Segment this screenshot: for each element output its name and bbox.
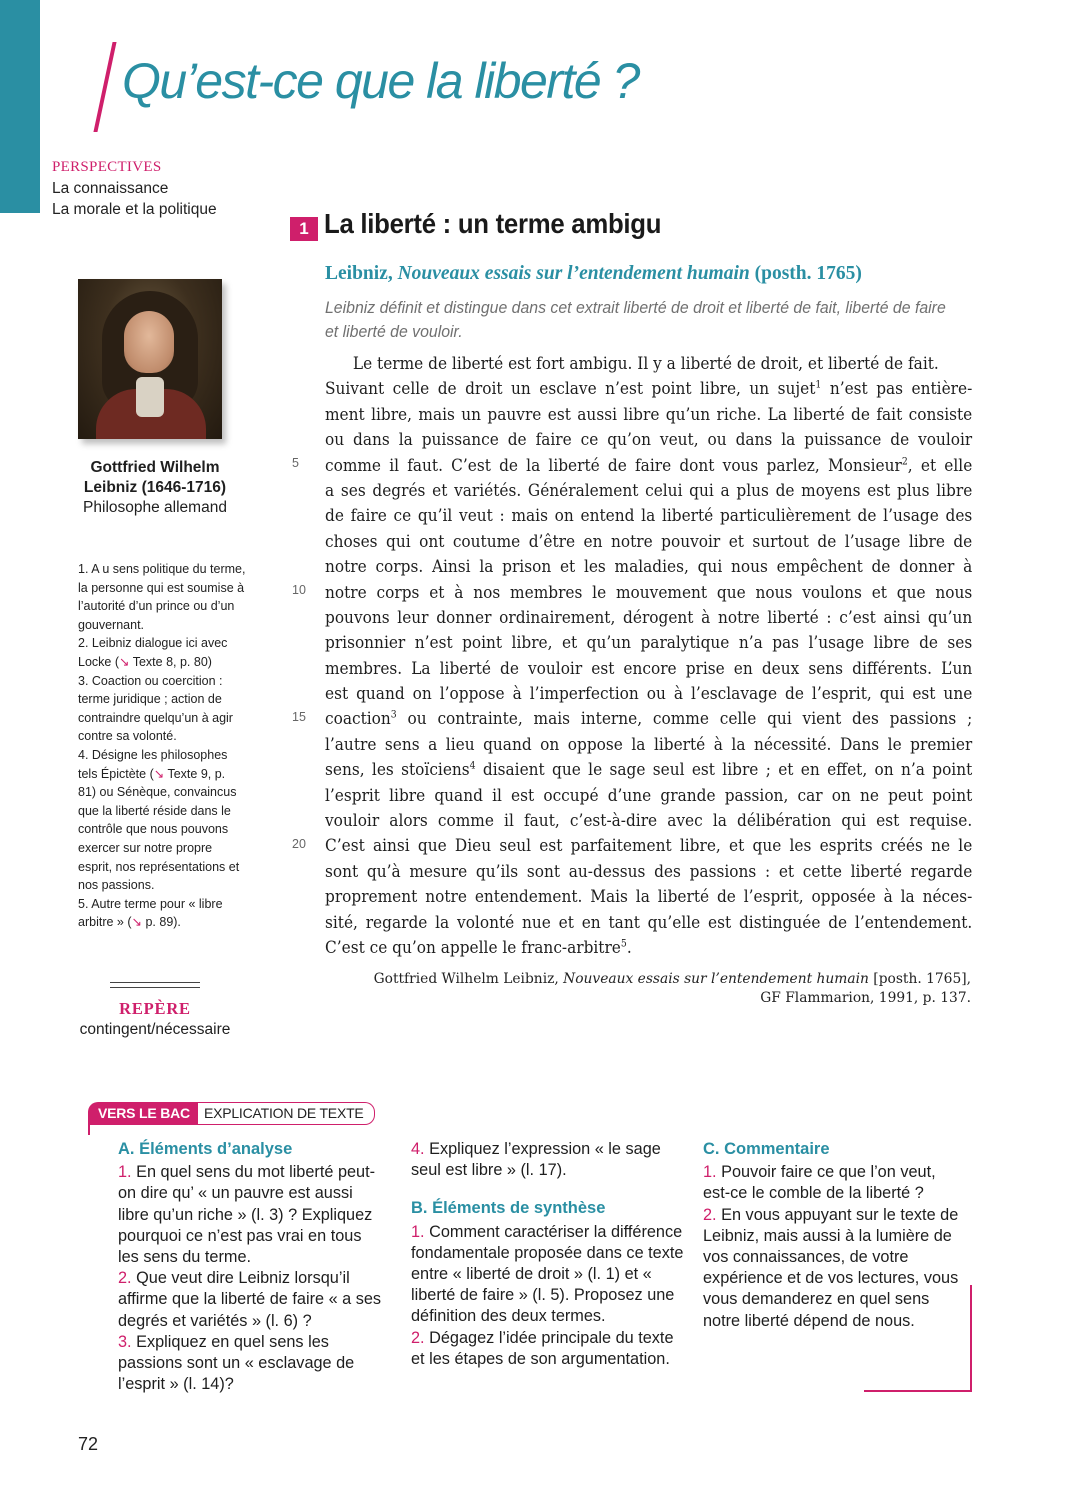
perspectives-block [52,157,217,220]
portrait-role: Philosophe allemand [83,499,227,516]
text-line: pouvons leur donner ordinairement, dérogent à notre liberté : c’est ainsi qu’un [325,607,973,627]
text-line: notre corps et à nos membres le mouvement que nous voulons et que nous [325,582,973,602]
text-line: C’est ce qu’on appelle le franc-arbitre$^5$. [325,937,632,957]
column-analysis [118,1139,383,1395]
text-line: membres. La liberté de vouloir est encore prise en deux sens différents. L’un [325,658,973,678]
line-number: 20 [292,837,306,851]
frame-line [970,1285,972,1391]
footnote-1: 1. A u sens politique du terme, la personne qui est soumise à l’autorité d’un prince ou d’un gouvernant. [78,562,246,632]
footnote-3: 3. Coaction ou coercition : terme juridique ; action de contraindre quelqu’un à agir contre sa volonté. [78,673,233,744]
source-date: (posth. 1765) [749,263,862,284]
text-line: ou dans la puissance de faire ce qu’on veut, ou dans la puissance de vouloir [325,430,973,450]
source-author: Leibniz, [325,263,398,284]
question: 4. Expliquez l’expression « le sage seul est libre » (l. 17). [411,1140,661,1180]
text-line: Le terme de liberté est fort ambigu. Il y a liberté de droit, et liberté de fait. [352,354,939,373]
section-title: La liberté : un terme ambigu [324,208,662,239]
text-line: a ses degrés et variétés. Généralement celui qui a plus de moyens est plus libre [325,480,973,500]
perspective-item: La morale et la politique [52,201,217,218]
line-number: 5 [292,456,299,470]
arrow-icon: ↘ [131,915,142,930]
text-line: sens, les stoïciens$^4$ disaient que le sage seul est libre ; et en effet, on n’a point [325,760,973,780]
question: 3. Expliquez en quel sens les passions sont un « esclavage de l’esprit » (l. 14)? [118,1332,355,1394]
frame-line [88,1125,90,1135]
bac-exercise-type: EXPLICATION DE TEXTE [198,1102,375,1125]
question: 1. En quel sens du mot liberté peut-on dire qu’ « un pauvre est aussi libre qu’un riche » (l. 3) ? Expliquez pourquoi ce n’est pas vrai en tous les sens du terme. [118,1163,376,1267]
frame-line [864,1390,972,1392]
chapter-title: Qu’est-ce que la liberté ? [122,53,639,109]
text-line: sité, regarde la volonté nue et en tant qu’elle est distinguée de l’entendement. [325,912,973,932]
perspective-item: La connaissance [52,180,169,197]
text-line: choses qui ont coutume d’être en notre pouvoir et surtout de l’usage libre de [325,531,973,551]
footnote-2: 2. Leibniz dialogue ici avec Locke (↘ Texte 8, p. 80) [78,636,228,669]
page-number: 72 [78,1434,99,1454]
text-line: comme il faut. C’est de la liberté de faire dont vous parlez, Monsieur$^2$, et elle [325,455,973,475]
title-accent-bar [96,42,114,132]
section-number-badge: 1 [290,217,318,241]
source-reference [325,263,862,285]
question: 2. Dégagez l’idée principale du texte et les étapes de son argumentation. [411,1328,674,1368]
text-line: de faire ce qu’il veut : mais on entend la liberté particulièrement de l’usage des [325,506,973,526]
text-line: vouloir alors comme il faut, c’est-à-dire avec la délibération qui est requise. [325,811,973,831]
vers-le-bac-tag [88,1102,375,1125]
question: 2. En vous appuyant sur le texte de Leibniz, mais aussi à la lumière de vos connaissances, de votre expérience et de vos lectures, vous vous demanderez en quel sens notre liberté dépend de nous. [703,1205,959,1330]
line-number: 15 [292,710,306,724]
leibniz-portrait-image [78,279,222,439]
text-line: C’est ainsi que Dieu seul est parfaitement libre, et que les esprits créés ne le [325,836,973,856]
text-line: l’autre sens a lieu quand on oppose la liberté à la nécessité. Dans le premier [325,734,973,754]
source-work: Nouveaux essais sur l’entendement humain [397,263,750,284]
question: 1. Pouvoir faire ce que l’on veut, est-ce le comble de la liberté ? [703,1163,936,1203]
footnotes [78,560,246,932]
arrow-icon: ↘ [119,654,130,669]
repere-text: contingent/nécessaire [79,1021,231,1038]
text-line: proprement notre entendement. Mais la liberté de l’esprit, opposée à la néces- [325,887,973,907]
repere-rule-top-2 [110,987,200,988]
repere-label: REPÈRE [119,999,191,1018]
text-line: notre corps. Ainsi la prison et les maladies, qui nous empêchent de donner à [325,557,973,577]
column-synthesis [411,1139,686,1370]
text-line: ment libre, mais un pauvre est aussi libre qu’un riche. La liberté de fait consiste [325,404,973,424]
bac-label: VERS LE BAC [88,1102,198,1125]
text-line: est quand on l’oppose à l’imperfection ou à l’esclavage de l’esprit, qui est une [325,684,973,704]
column-heading: C. Commentaire [703,1140,830,1158]
side-color-band [0,0,40,213]
footnote-4: 4. Désigne les philosophes tels Épictète (↘ Texte 9, p. 81) ou Sénèque, convaincus que la liberté réside dans le contrôle que nous pouvons exercer sur notre propre esprit, nos représentations et nos passions. [78,747,240,893]
text-line: sont qu’à mesure qu’ils sont au-dessus des passions : et cette liberté regarde [325,861,973,881]
repere-box [60,999,250,1039]
portrait-caption [60,458,250,518]
footnote-5: 5. Autre terme pour « libre arbitre » (↘ p. 89). [78,896,223,930]
text-line: Suivant celle de droit un esclave n’est point libre, un sujet$^1$ n’est pas entière- [325,379,973,399]
main-text [325,351,973,960]
column-commentary [703,1139,965,1332]
question: 1. Comment caractériser la différence fondamentale proposée dans ce texte entre « liberté de droit » (l. 1) et « liberté de faire » (l. 5). Proposez une définition des deux termes. [411,1222,684,1326]
perspectives-label: PERSPECTIVES [52,159,162,175]
line-number: 10 [292,583,306,597]
repere-rule-top [110,982,200,983]
text-line: prisonnier n’est point libre, et qu’un paralytique n’a pas l’usage libre de ses [325,633,973,653]
text-line: l’esprit libre quand il est occupé d’une grande passion, car on ne peut point [325,785,973,805]
column-heading: B. Éléments de synthèse [411,1199,606,1218]
question: 2. Que veut dire Leibniz lorsqu’il affirme que la liberté de faire « a ses degrés et variétés » (l. 6) ? [118,1269,382,1330]
text-line: coaction$^3$ ou contrainte, mais interne, comme celle qui vient des passions ; [325,709,973,729]
arrow-icon: ↘ [153,766,165,781]
portrait-name-line1: Gottfried Wilhelm [90,459,220,476]
column-heading: A. Éléments d’analyse [118,1140,293,1158]
citation: Gottfried Wilhelm Leibniz, Nouveaux essais sur l’entendement humain [posth. 1765], GF Flammarion, 1991, p. 137. [373,971,971,1006]
section-intro: Leibniz définit et distingue dans cet extrait liberté de droit et liberté de fait, liberté de faire et liberté de vouloir. [325,299,946,341]
portrait-name-line2: Leibniz (1646-1716) [83,479,227,496]
